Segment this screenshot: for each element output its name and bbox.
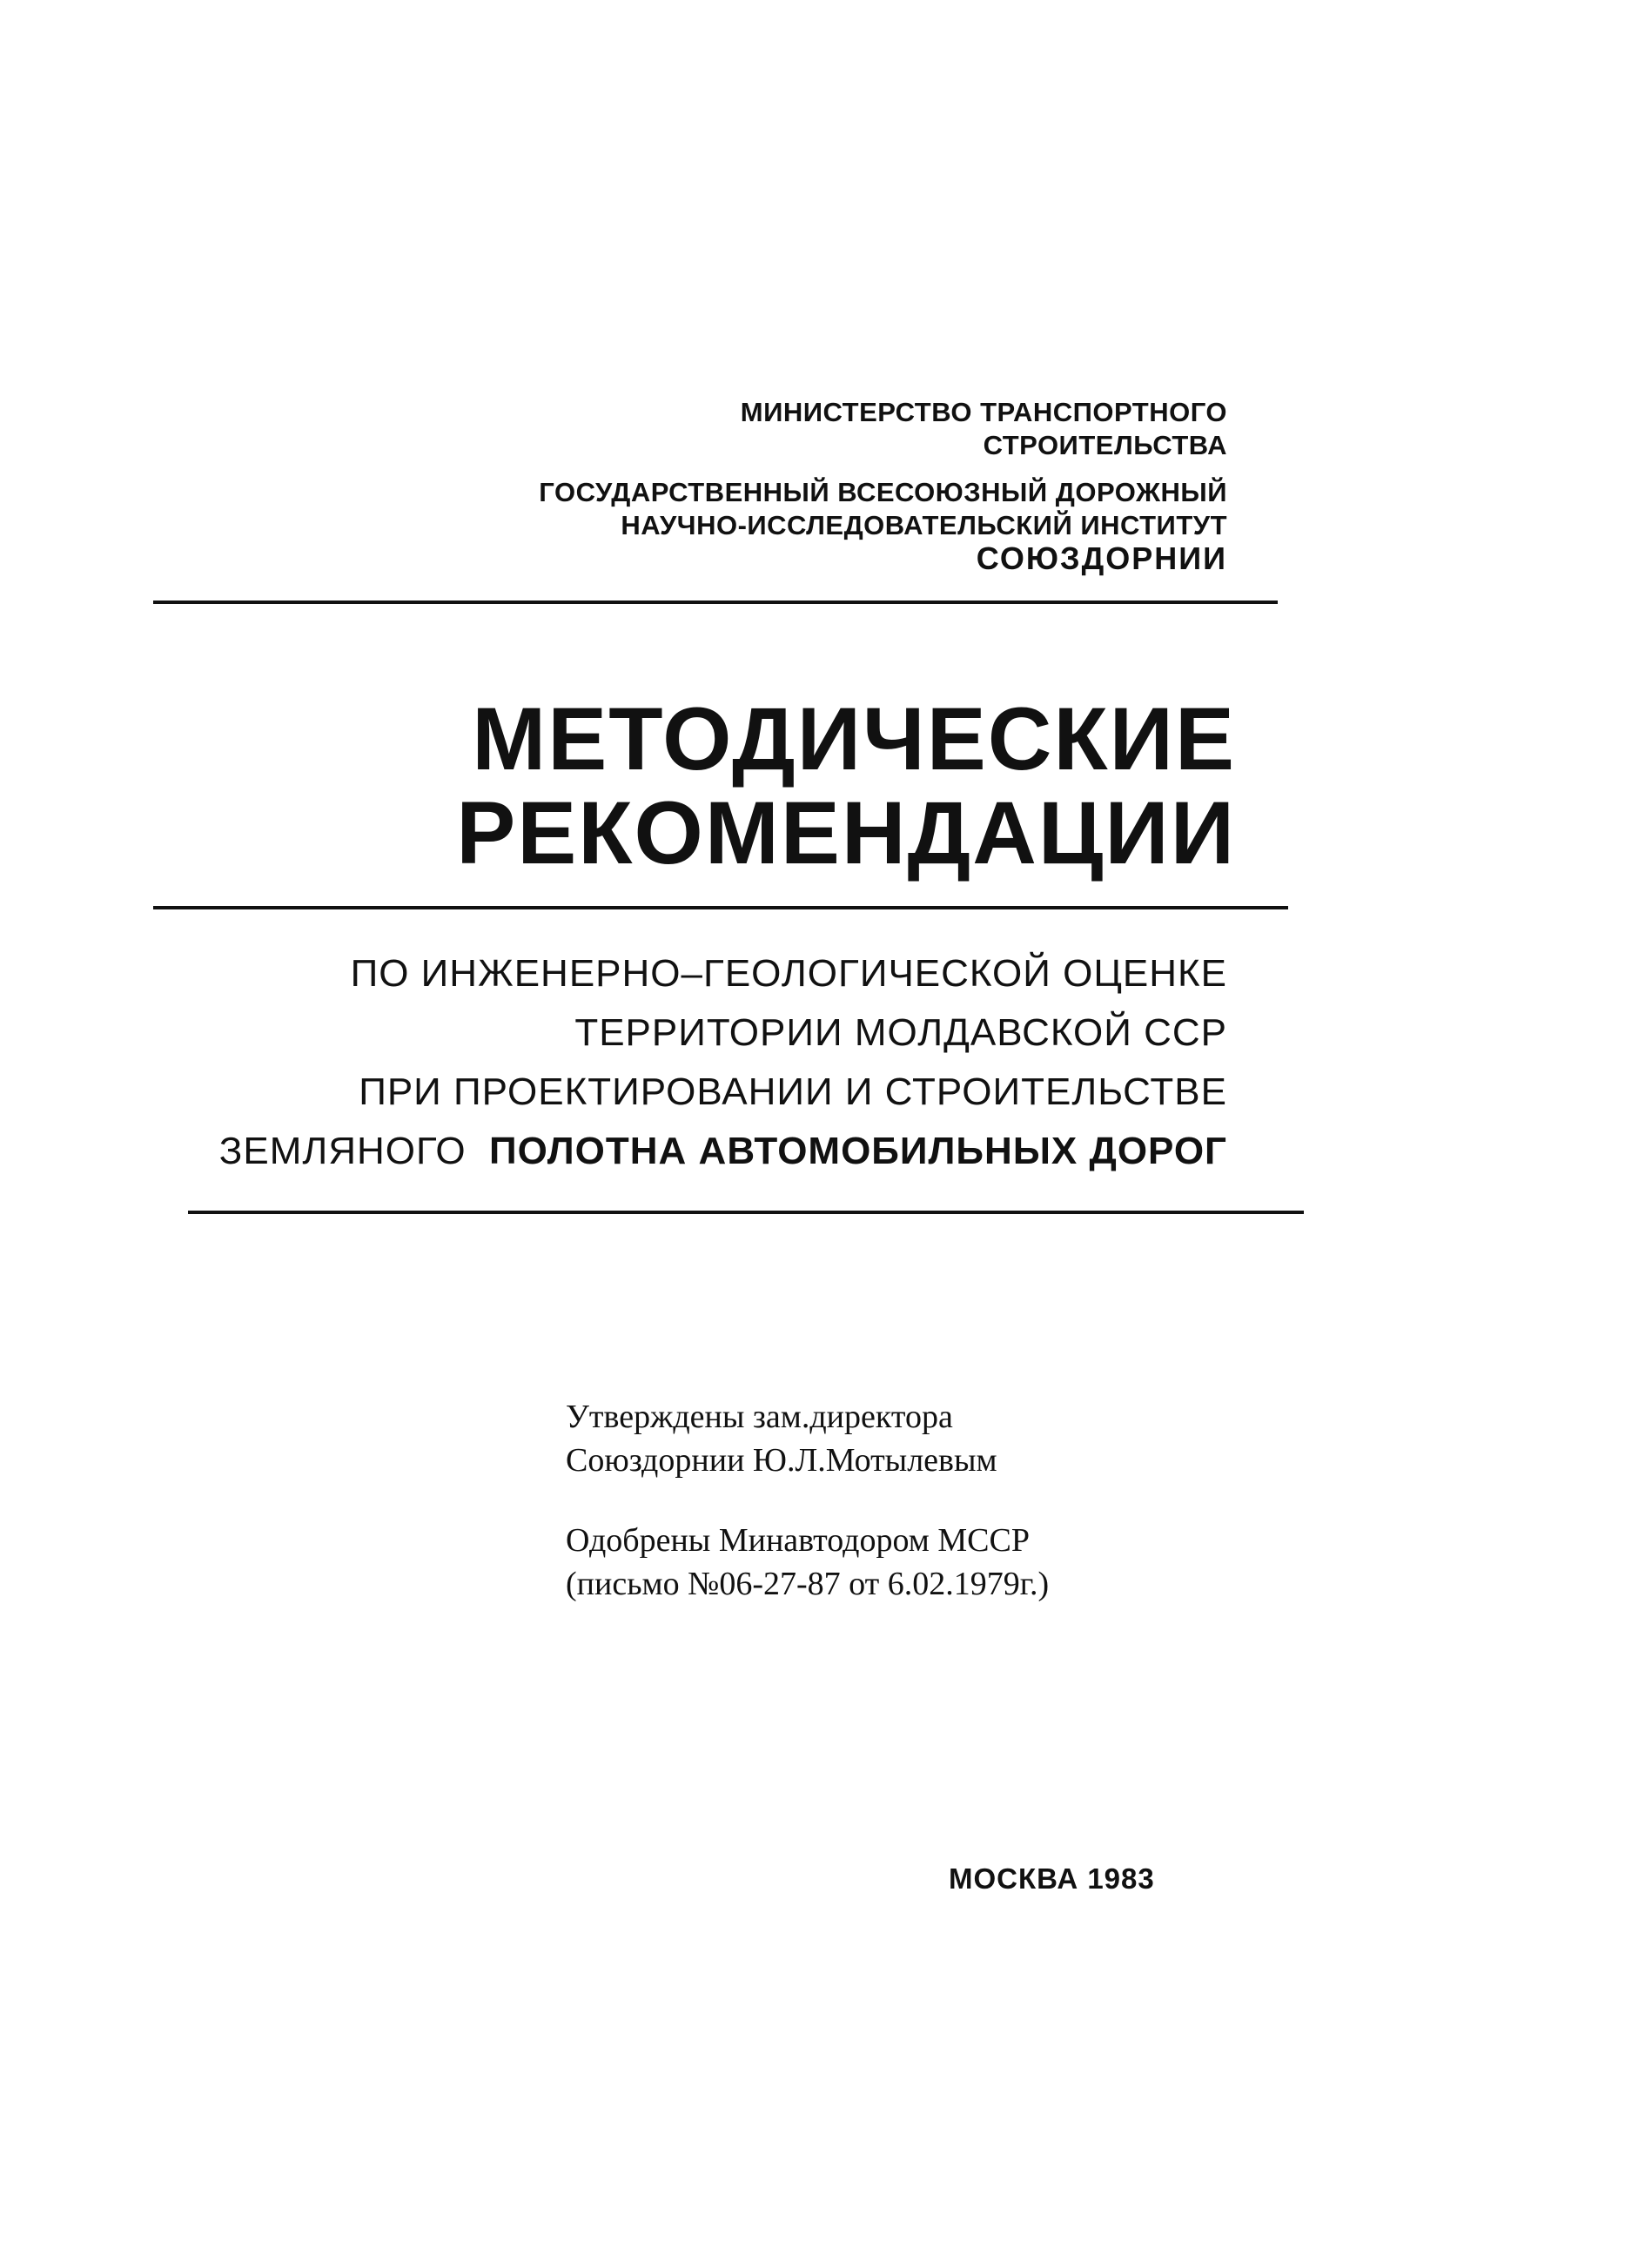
approval-line: (письмо №06-27-87 от 6.02.1979г.) — [566, 1566, 1050, 1602]
institute-brand: СОЮЗДОРНИИ — [976, 540, 1227, 576]
institute-name — [270, 476, 1227, 575]
subtitle-line: ПРИ ПРОЕКТИРОВАНИИ И СТРОИТЕЛЬСТВЕ — [359, 1070, 1227, 1113]
approval-notes — [566, 1395, 1349, 1606]
approval-line: Союздорнии Ю.Л.Мотылевым — [566, 1442, 997, 1479]
title-line: РЕКОМЕНДАЦИИ — [456, 783, 1236, 882]
institute-line: НАУЧНО-ИССЛЕДОВАТЕЛЬСКИЙ ИНСТИТУТ — [621, 510, 1227, 540]
subtitle-line: ТЕРРИТОРИИ МОЛДАВСКОЙ ССР — [574, 1011, 1227, 1054]
ministry-line: СТРОИТЕЛЬСТВА — [983, 430, 1227, 460]
document-subtitle — [9, 944, 1227, 1181]
approval-line: Одобрены Минавтодором МССР — [566, 1522, 1030, 1559]
subtitle-line — [9, 1122, 1227, 1181]
subtitle-emphasis: ПОЛОТНА АВТОМОБИЛЬНЫХ ДОРОГ — [489, 1130, 1227, 1172]
ministry-name — [270, 396, 1227, 462]
subtitle-line: ПО ИНЖЕНЕРНО–ГЕОЛОГИЧЕСКОЙ ОЦЕНКЕ — [350, 952, 1227, 995]
imprint-city-year: МОСКВА 1983 — [949, 1862, 1155, 1895]
institute-line: ГОСУДАРСТВЕННЫЙ ВСЕСОЮЗНЫЙ ДОРОЖНЫЙ — [539, 477, 1227, 507]
divider-top — [153, 601, 1278, 604]
title-line: МЕТОДИЧЕСКИЕ — [472, 689, 1236, 788]
approval-line: Утверждены зам.директора — [566, 1399, 953, 1435]
organization-header — [270, 396, 1227, 575]
document-title — [191, 689, 1236, 882]
subtitle-word: ЗЕМЛЯНОГО — [218, 1130, 467, 1172]
divider-middle — [153, 906, 1288, 909]
divider-bottom — [188, 1211, 1304, 1214]
ministry-line: МИНИСТЕРСТВО ТРАНСПОРТНОГО — [740, 397, 1227, 427]
